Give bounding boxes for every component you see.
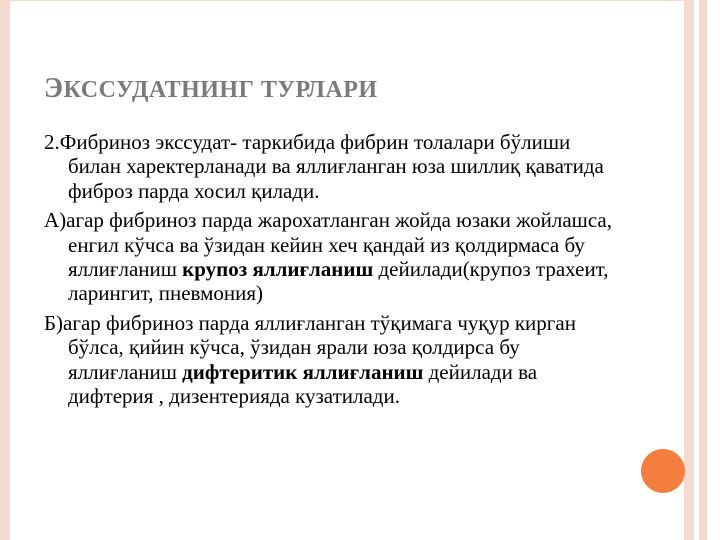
term-diphtheritic-inflammation: дифтеритик яллиғланиш <box>182 359 424 384</box>
left-border-strip <box>0 0 10 540</box>
paragraph-text-tail: дейилади(крупоз трахеит, ларингит, пневмония) <box>68 257 609 306</box>
right-border-strip-inner <box>699 0 707 540</box>
paragraph-text: 2.Фибриноз экссудат- таркибида фибрин толалари бўлиши билан харектерланади ва яллиғланган юза шиллиқ қаватида фиброз парда хосил қилади. <box>44 130 604 203</box>
paragraph-text-tail: дейилади ва дифтерия , дизентерияда кузатилади. <box>68 359 538 409</box>
decorative-orange-circle <box>641 449 685 493</box>
paragraph-fibrinous-exudate <box>44 130 624 203</box>
right-border-strip-outer <box>684 0 694 540</box>
paragraph-diphtheritic <box>44 311 624 409</box>
slide-title-rest: КССУДАТНИНГ ТУРЛАРИ <box>63 77 378 103</box>
paragraph-text: Б)агар фибриноз парда яллиғланган тўқимага чуқур кирган бўлса, қийин кўчса, ўзидан ярали юза қолдирса бу яллиғланиш <box>44 310 576 384</box>
top-border-line <box>10 0 684 1</box>
paragraph-text: А)агар фибриноз парда жарохатланган жойда юзаки жойлашса, енгил кўчса ва ўзидан кейин хеч қандай из қолдирмаса бу яллиғланиш <box>44 208 612 282</box>
slide-title <box>44 72 378 106</box>
term-croupous-inflammation: крупоз яллиғланиш <box>182 257 374 282</box>
slide-body <box>44 130 624 413</box>
slide-title-initial: Э <box>44 73 64 104</box>
paragraph-croupous <box>44 208 624 306</box>
